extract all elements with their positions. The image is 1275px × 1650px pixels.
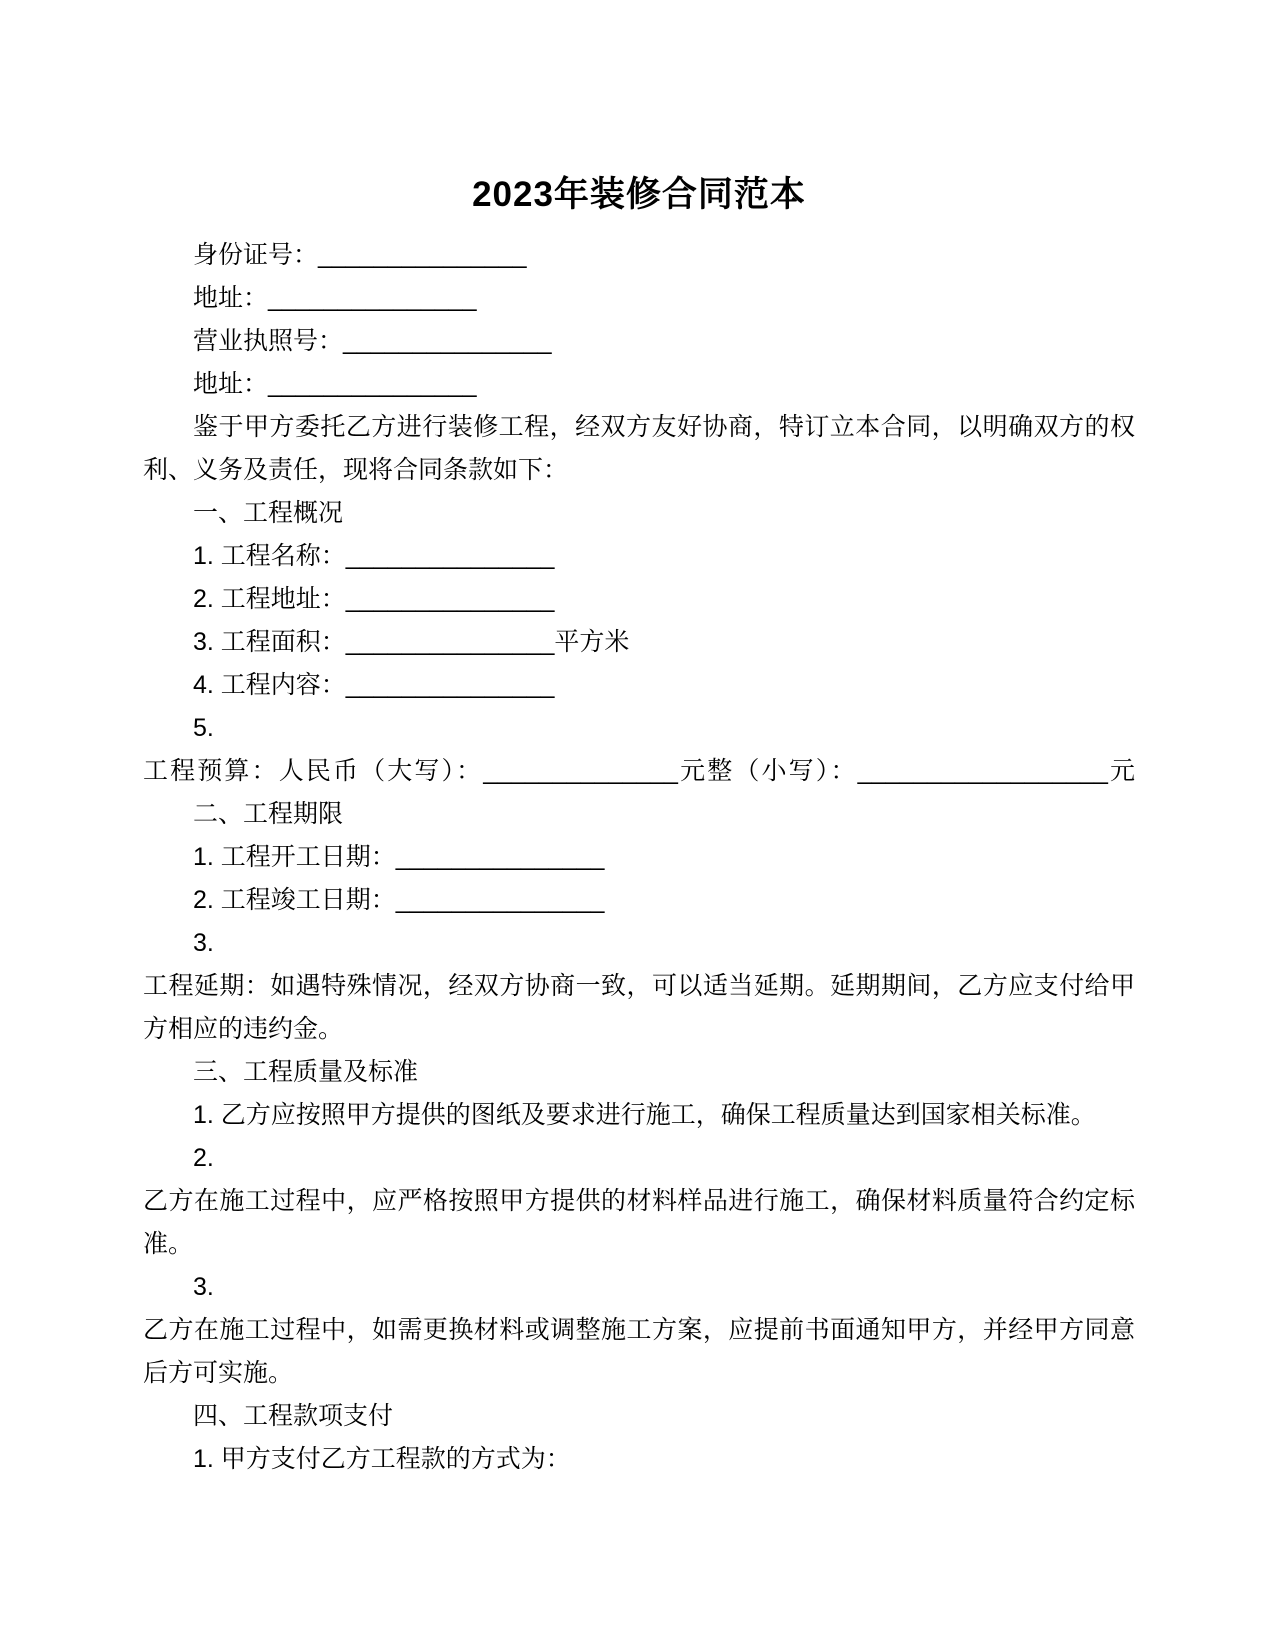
document-title: 2023年装修合同范本 [472,175,806,214]
contract-line: 1. 工程名称：_______________ [193,542,555,570]
contract-line: 工程预算：人民币（大写）：______________元整（小写）：__________________元 [143,757,1135,785]
contract-line: 3. [193,929,214,957]
contract-line: 1. 乙方应按照甲方提供的图纸及要求进行施工，确保工程质量达到国家相关标准。 [193,1101,1096,1129]
contract-line: 4. 工程内容：_______________ [193,671,555,699]
contract-line: 三、工程质量及标准 [193,1058,419,1086]
contract-line: 1. 工程开工日期：_______________ [193,843,605,871]
contract-line: 一、工程概况 [193,499,344,527]
contract-line: 1. 甲方支付乙方工程款的方式为： [193,1445,571,1473]
contract-line: 营业执照号：_______________ [193,327,552,355]
contract-line: 乙方在施工过程中，如需更换材料或调整施工方案，应提前书面通知甲方，并经甲方同意后方可实施。 [143,1316,1135,1387]
contract-line: 3. [193,1273,214,1301]
contract-line: 2. 工程地址：_______________ [193,585,555,613]
contract-line: 2. 工程竣工日期：_______________ [193,886,605,914]
contract-line: 四、工程款项支付 [193,1402,394,1430]
contract-line: 乙方在施工过程中，应严格按照甲方提供的材料样品进行施工，确保材料质量符合约定标准。 [143,1187,1135,1258]
contract-line: 工程延期：如遇特殊情况，经双方协商一致，可以适当延期。延期期间，乙方应支付给甲方相应的违约金。 [143,972,1135,1043]
contract-line: 地址：_______________ [193,284,477,312]
contract-line: 地址：_______________ [193,370,477,398]
contract-line: 身份证号：_______________ [193,241,527,269]
contract-line: 鉴于甲方委托乙方进行装修工程，经双方友好协商，特订立本合同，以明确双方的权利、义务及责任，现将合同条款如下： [143,413,1135,484]
document-body [143,234,1135,1481]
contract-line: 2. [193,1144,214,1172]
contract-line: 3. 工程面积：_______________平方米 [193,628,630,656]
contract-line: 二、工程期限 [193,800,344,828]
contract-line: 5. [193,714,214,742]
